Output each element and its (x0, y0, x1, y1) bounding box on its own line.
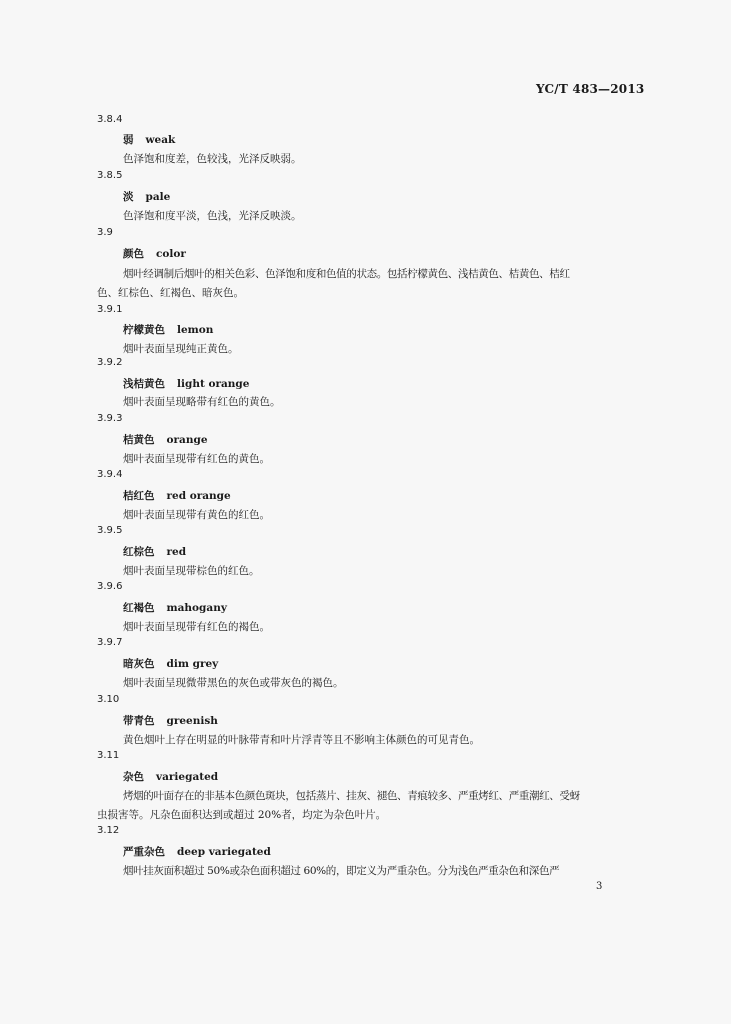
definition: 黄色烟叶上存在明显的叶脉带青和叶片浮青等且不影响主体颜色的可见青色。 (123, 734, 480, 746)
clause-number: 3.9.5 (97, 525, 123, 536)
term-variegated (123, 769, 218, 784)
clause-number: 3.12 (97, 825, 120, 836)
term-zh: 淡 (123, 191, 134, 203)
term-en: red orange (166, 490, 231, 502)
clause-number: 3.9.4 (97, 469, 123, 480)
definition: 烟叶表面呈现微带黑色的灰色或带灰色的褐色。 (123, 677, 344, 689)
term-zh: 暗灰色 (123, 658, 155, 670)
clause-number: 3.8.4 (97, 114, 123, 125)
page-number: 3 (596, 881, 603, 892)
term-en: mahogany (166, 602, 227, 614)
clause-number: 3.8.5 (97, 170, 123, 181)
term-zh: 杂色 (123, 771, 144, 783)
term-zh: 浅桔黄色 (123, 378, 165, 390)
term-zh: 红棕色 (123, 546, 155, 558)
definition-line-2: 虫损害等。凡杂色面积达到或超过 20%者，均定为杂色叶片。 (97, 809, 387, 821)
term-zh: 桔黄色 (123, 434, 155, 446)
term-orange (123, 432, 208, 447)
definition: 烟叶表面呈现纯正黄色。 (123, 343, 239, 355)
term-color (123, 246, 186, 261)
clause-number: 3.9.3 (97, 413, 123, 424)
clause-number: 3.9.2 (97, 357, 123, 368)
clause-number: 3.10 (97, 694, 120, 705)
definition: 烟叶表面呈现略带有红色的黄色。 (123, 396, 281, 408)
definition: 烟叶表面呈现带有红色的黄色。 (123, 453, 270, 465)
term-en: pale (145, 191, 171, 203)
term-zh: 带青色 (123, 715, 155, 727)
term-en: light orange (177, 378, 250, 390)
term-en: dim grey (166, 658, 219, 670)
term-en: orange (166, 434, 208, 446)
clause-number: 3.9.1 (97, 304, 123, 315)
term-mahogany (123, 600, 227, 615)
term-red (123, 544, 186, 559)
definition: 烟叶表面呈现带有黄色的红色。 (123, 509, 270, 521)
term-zh: 柠檬黄色 (123, 324, 165, 336)
term-en: lemon (177, 324, 214, 336)
term-zh: 弱 (123, 134, 134, 146)
clause-number: 3.9 (97, 227, 113, 238)
term-weak (123, 132, 175, 147)
term-en: red (166, 546, 187, 558)
clause-number: 3.9.6 (97, 581, 123, 592)
definition-line-1: 烤烟的叶面存在的非基本色颜色斑块，包括蒸片、挂灰、褪色、青痕较多、严重烤红、严重潮红、受蚜 (123, 790, 580, 802)
term-zh: 红褐色 (123, 602, 155, 614)
term-red-orange (123, 488, 231, 503)
definition-line-2: 色、红棕色、红褐色、暗灰色。 (97, 287, 244, 299)
standard-code-header: YC/T 483—2013 (536, 82, 645, 96)
term-en: variegated (156, 771, 219, 783)
definition: 烟叶挂灰面积超过 50%或杂色面积超过 60%的，即定义为严重杂色。分为浅色严重杂色和深色严 (123, 865, 560, 877)
term-light-orange (123, 376, 249, 391)
term-en: greenish (166, 715, 218, 727)
term-deep-variegated (123, 844, 271, 859)
clause-number: 3.11 (97, 750, 120, 761)
term-dim-grey (123, 656, 218, 671)
clause-number: 3.9.7 (97, 637, 123, 648)
term-pale (123, 189, 170, 204)
term-en: weak (145, 134, 176, 146)
term-en: color (156, 248, 186, 260)
term-zh: 颜色 (123, 248, 144, 260)
definition: 烟叶表面呈现带棕色的红色。 (123, 565, 260, 577)
term-zh: 严重杂色 (123, 846, 165, 858)
term-lemon (123, 322, 213, 337)
definition: 烟叶表面呈现带有红色的褐色。 (123, 621, 270, 633)
term-zh: 桔红色 (123, 490, 155, 502)
term-en: deep variegated (177, 846, 271, 858)
definition: 色泽饱和度平淡，色浅，光泽反映淡。 (123, 210, 302, 222)
definition: 色泽饱和度差，色较浅，光泽反映弱。 (123, 153, 302, 165)
term-greenish (123, 713, 218, 728)
definition-line-1: 烟叶经调制后烟叶的相关色彩、色泽饱和度和色值的状态。包括柠檬黄色、浅桔黄色、桔黄色、桔红 (123, 268, 570, 280)
